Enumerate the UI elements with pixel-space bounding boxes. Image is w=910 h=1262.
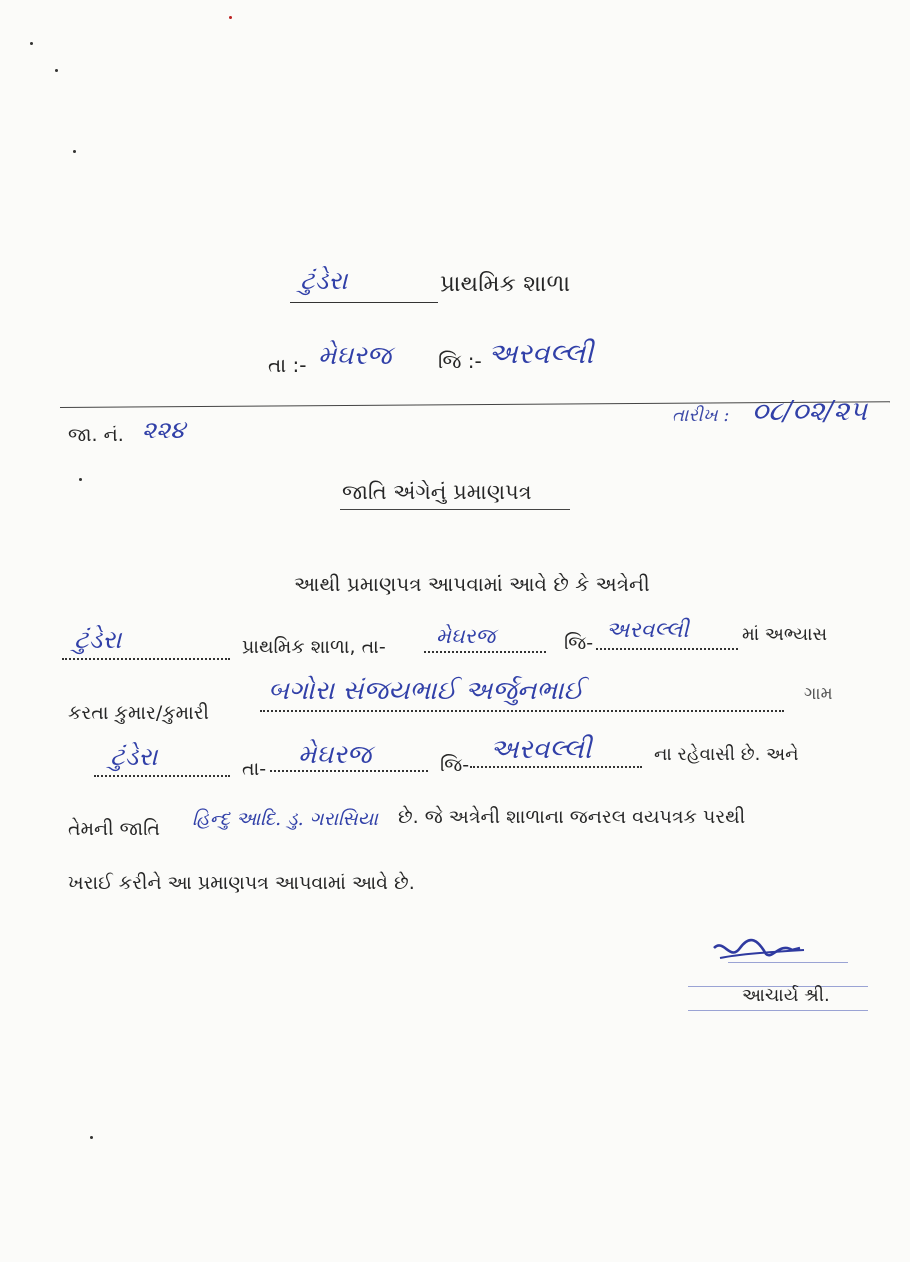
school-name-underline [290, 302, 438, 303]
body-line-2-school: પ્રાથમિક શાળા, તા- [242, 636, 386, 658]
school-name-handwritten: ટુંડેરા [300, 266, 348, 295]
number-label: જા. નં. [68, 424, 124, 446]
body-line-5-end: છે. જે અત્રેની શાળાના જનરલ વયપત્રક પરથી [398, 806, 746, 828]
district-fill-2-dots [470, 766, 642, 768]
district-handwritten: અરવલ્લી [488, 337, 594, 370]
district-fill-dots [596, 648, 738, 650]
taluka-fill-handwritten: મેઘરજ [436, 624, 496, 648]
body-line-3-start: કરતા કુમાર/કુમારી [68, 702, 209, 724]
body-line-3-end: ગામ [804, 684, 833, 704]
paper-speck [79, 478, 82, 481]
paper-speck [229, 16, 232, 19]
taluka-fill-2-handwritten: મેઘરજ [298, 740, 372, 770]
principal-title: આચાર્ય શ્રી. [742, 985, 830, 1006]
student-name-handwritten: બગોરા સંજયભાઈ અર્જુનભાઈ [268, 676, 584, 706]
body-line-6: ખરાઈ કરીને આ પ્રમાણપત્ર આપવામાં આવે છે. [68, 872, 415, 894]
taluka-label: તા :- [268, 353, 307, 377]
school-fill-handwritten: ટુંડેરા [74, 625, 122, 654]
paper-speck [73, 150, 76, 153]
village-fill-dots [94, 775, 230, 777]
taluka-fill-2-dots [270, 770, 428, 772]
paper-speck [55, 69, 58, 72]
school-fill-dots [62, 658, 230, 660]
body-line-2-district: જિ- [564, 632, 594, 654]
village-fill-handwritten: ટુંડેરા [110, 742, 158, 771]
taluka-fill-dots [424, 651, 546, 653]
date-value: ૦૮/૦૨/૨૫ [752, 396, 867, 427]
student-name-dots [260, 710, 784, 712]
district-label: જિ :- [438, 349, 482, 373]
taluka-handwritten: મેઘરજ [318, 341, 392, 371]
body-line-4-end: ના રહેવાસી છે. અને [654, 744, 799, 765]
date-label: તારીખ : [672, 405, 730, 426]
paper-speck [30, 42, 33, 45]
body-line-4-district: જિ- [440, 754, 470, 776]
number-value: ૨૨૪ [142, 416, 186, 444]
school-type-label: પ્રાથમિક શાળા [440, 271, 571, 297]
paper-speck [90, 1136, 93, 1139]
district-fill-handwritten: અરવલ્લી [606, 618, 689, 643]
district-fill-2-handwritten: અરવલ્લી [490, 734, 592, 765]
certificate-title: જાતિ અંગેનું પ્રમાણપત્ર [342, 480, 532, 504]
body-line-5-start: તેમની જાતિ [68, 818, 161, 840]
body-line-1: આથી પ્રમાણપત્ર આપવામાં આવે છે કે અત્રેની [294, 572, 650, 596]
title-underline [340, 509, 570, 510]
caste-handwritten: હિન્દુ આદિ. ડુ. ગરાસિયા [192, 808, 378, 830]
body-line-4-taluka: તા- [242, 758, 267, 780]
body-line-2-end: માં અભ્યાસ [742, 624, 828, 645]
